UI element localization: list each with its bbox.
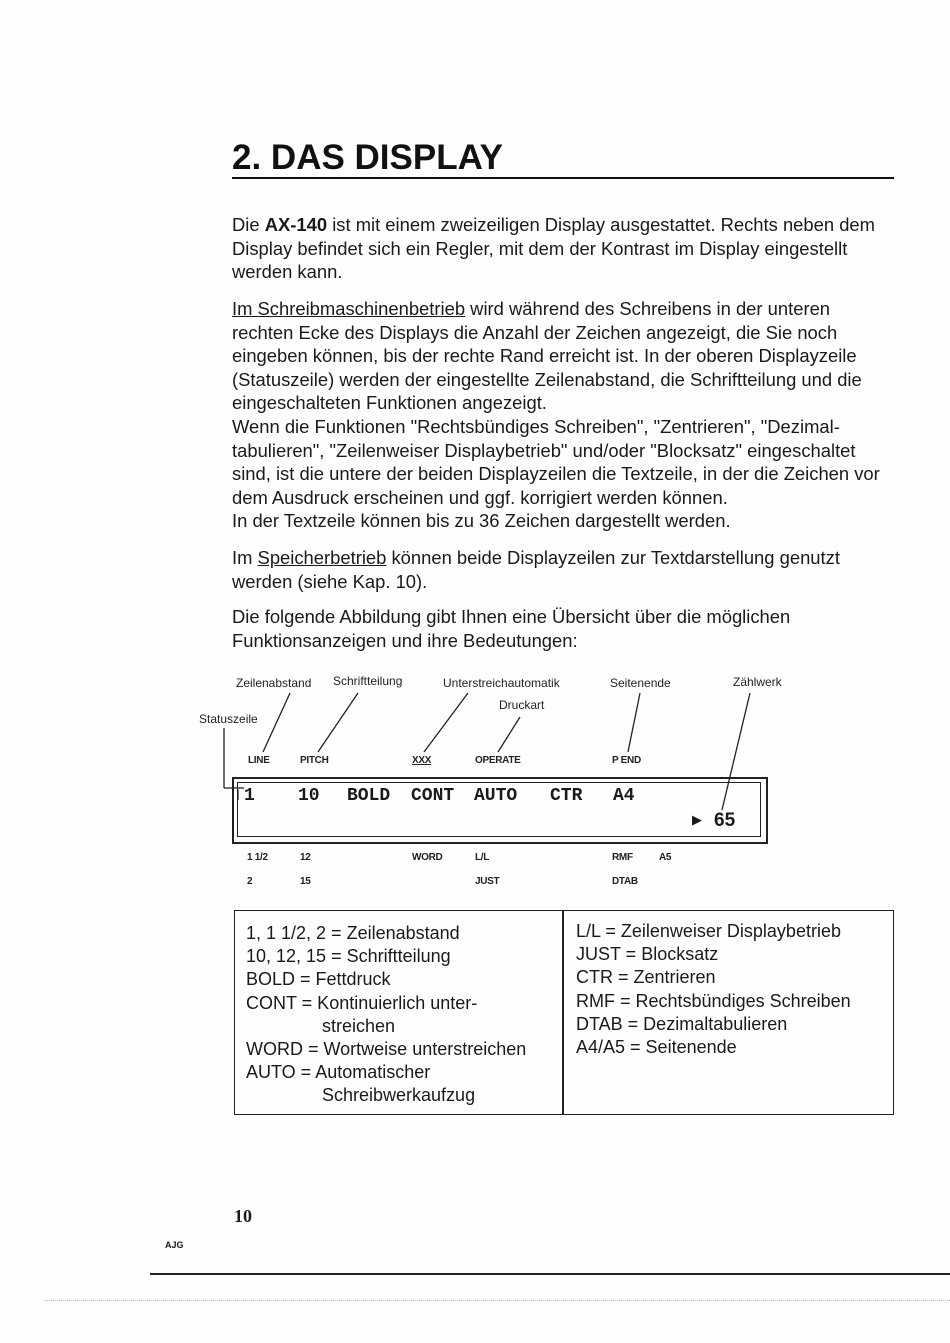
label-statuszeile: Statuszeile	[199, 712, 258, 726]
p1-model: AX-140	[264, 214, 328, 235]
legend-entry: 1, 1 1/2, 2 = Zeilenabstand	[246, 923, 460, 943]
legend-entry: Schreibwerkaufzug	[322, 1085, 476, 1106]
legend-entry: A4/A5 = Seitenende	[576, 1037, 737, 1058]
p2-line: dem Ausdruck erscheinen und ggf. korrigiert werden können.	[232, 486, 728, 508]
lcd-arrow-icon: ▶	[692, 812, 702, 827]
legend-right-column	[576, 920, 851, 1059]
code-below: 2	[247, 876, 253, 887]
code-pend: P END	[612, 755, 641, 766]
label-seitenende: Seitenende	[610, 676, 671, 690]
label-druckart: Druckart	[499, 698, 545, 712]
legend-left-column	[246, 922, 526, 1108]
label-schriftteilung: Schriftteilung	[333, 674, 403, 688]
label-zeilenabstand: Zeilenabstand	[236, 676, 312, 690]
p3-term: Speicherbetrieb	[257, 547, 387, 568]
legend-entry: JUST = Blocksatz	[576, 944, 719, 965]
lcd-auto: AUTO	[474, 786, 518, 806]
code-below: 12	[300, 852, 311, 863]
p1-text-c: ist mit einem zweizeiligen Display ausgestattet. Rechts neben dem	[327, 214, 875, 235]
p2-line: tabulieren", "Zeilenweiser Displaybetrieb" und/oder "Blocksatz" eingeschaltet	[232, 439, 856, 461]
legend-entry: L/L = Zeilenweiser Displaybetrieb	[576, 921, 841, 941]
p3-line-2: werden (siehe Kap. 10).	[232, 570, 428, 592]
code-operate: OPERATE	[475, 755, 521, 766]
page-title: 2. DAS DISPLAY	[232, 138, 504, 177]
lcd-count: 65	[714, 810, 736, 831]
legend-entry: WORD = Wortweise unterstreichen	[246, 1039, 527, 1060]
code-below: DTAB	[612, 876, 638, 887]
code-pitch: PITCH	[300, 755, 329, 766]
p2-line: Wenn die Funktionen "Rechtsbündiges Schreiben", "Zentrieren", "Dezimal-	[232, 415, 840, 437]
legend-entry: CONT = Kontinuierlich unter-	[246, 992, 478, 1013]
p1-line-2: Display befindet sich ein Regler, mit dem der Kontrast im Display eingestellt	[232, 237, 848, 259]
legend-divider	[562, 910, 564, 1115]
legend-entry: 10, 12, 15 = Schriftteilung	[246, 946, 451, 967]
p4-line-1: Die folgende Abbildung gibt Ihnen eine Übersicht über die möglichen	[232, 606, 791, 627]
lcd-ctr: CTR	[550, 786, 583, 806]
code-line: LINE	[248, 755, 270, 766]
p2-line: eingeschalteten Funktionen angezeigt.	[232, 392, 547, 414]
legend-entry: streichen	[322, 1015, 396, 1036]
p2-term: Im Schreibmaschinenbetrieb	[232, 298, 466, 319]
p2-line-1-rest: wird während des Schreibens in der unteren	[465, 298, 831, 319]
p4-line-2: Funktionsanzeigen und ihre Bedeutungen:	[232, 629, 578, 651]
code-below: L/L	[475, 852, 490, 863]
code-below: 1 1/2	[247, 852, 268, 863]
p2-line: (Statuszeile) werden der eingestellte Zeilenabstand, die Schriftteilung und die	[232, 368, 862, 390]
lcd-pitch: 10	[298, 786, 320, 806]
code-below: WORD	[412, 852, 443, 863]
legend-entry: AUTO = Automatischer	[246, 1062, 431, 1083]
lcd-cont: CONT	[411, 786, 455, 806]
p3-text-a: Im	[232, 547, 258, 568]
code-below: RMF	[612, 852, 633, 863]
p2-line: eingeben können, bis der rechte Rand erreicht ist. In der oberen Displayzeile	[232, 345, 857, 367]
p3-line-1-rest: können beide Displayzeilen zur Textdarstellung genutzt	[386, 547, 840, 568]
lcd-line-spacing: 1	[244, 786, 255, 806]
p1-line-3: werden kann.	[232, 261, 343, 283]
footer-rule	[150, 1273, 950, 1275]
code-xxx: XXX	[412, 755, 432, 766]
lcd-a4: A4	[613, 786, 635, 806]
legend-entry: RMF = Rechtsbündiges Schreiben	[576, 990, 851, 1011]
p2-line: rechten Ecke des Displays die Anzahl der Zeichen angezeigt, die Sie noch	[232, 321, 838, 343]
label-zaehlwerk: Zählwerk	[733, 675, 782, 689]
legend-entry: DTAB = Dezimaltabulieren	[576, 1013, 788, 1034]
lcd-bold: BOLD	[347, 786, 391, 806]
label-unterstreichautomatik: Unterstreichautomatik	[443, 676, 560, 690]
code-below: 15	[300, 876, 311, 887]
code-below: A5	[659, 852, 672, 863]
page-number: 10	[234, 1206, 252, 1226]
scan-edge	[45, 1300, 950, 1301]
p1-text-a: Die	[232, 214, 265, 235]
legend-entry: CTR = Zentrieren	[576, 967, 716, 988]
code-below: JUST	[475, 876, 500, 887]
p2-line: In der Textzeile können bis zu 36 Zeichen dargestellt werden.	[232, 510, 731, 532]
legend-entry: BOLD = Fettdruck	[246, 969, 391, 990]
footer-mark: AJG	[165, 1240, 184, 1250]
p2-line: sind, ist die untere der beiden Displayzeilen die Textzeile, in der die Zeichen vor	[232, 463, 880, 485]
